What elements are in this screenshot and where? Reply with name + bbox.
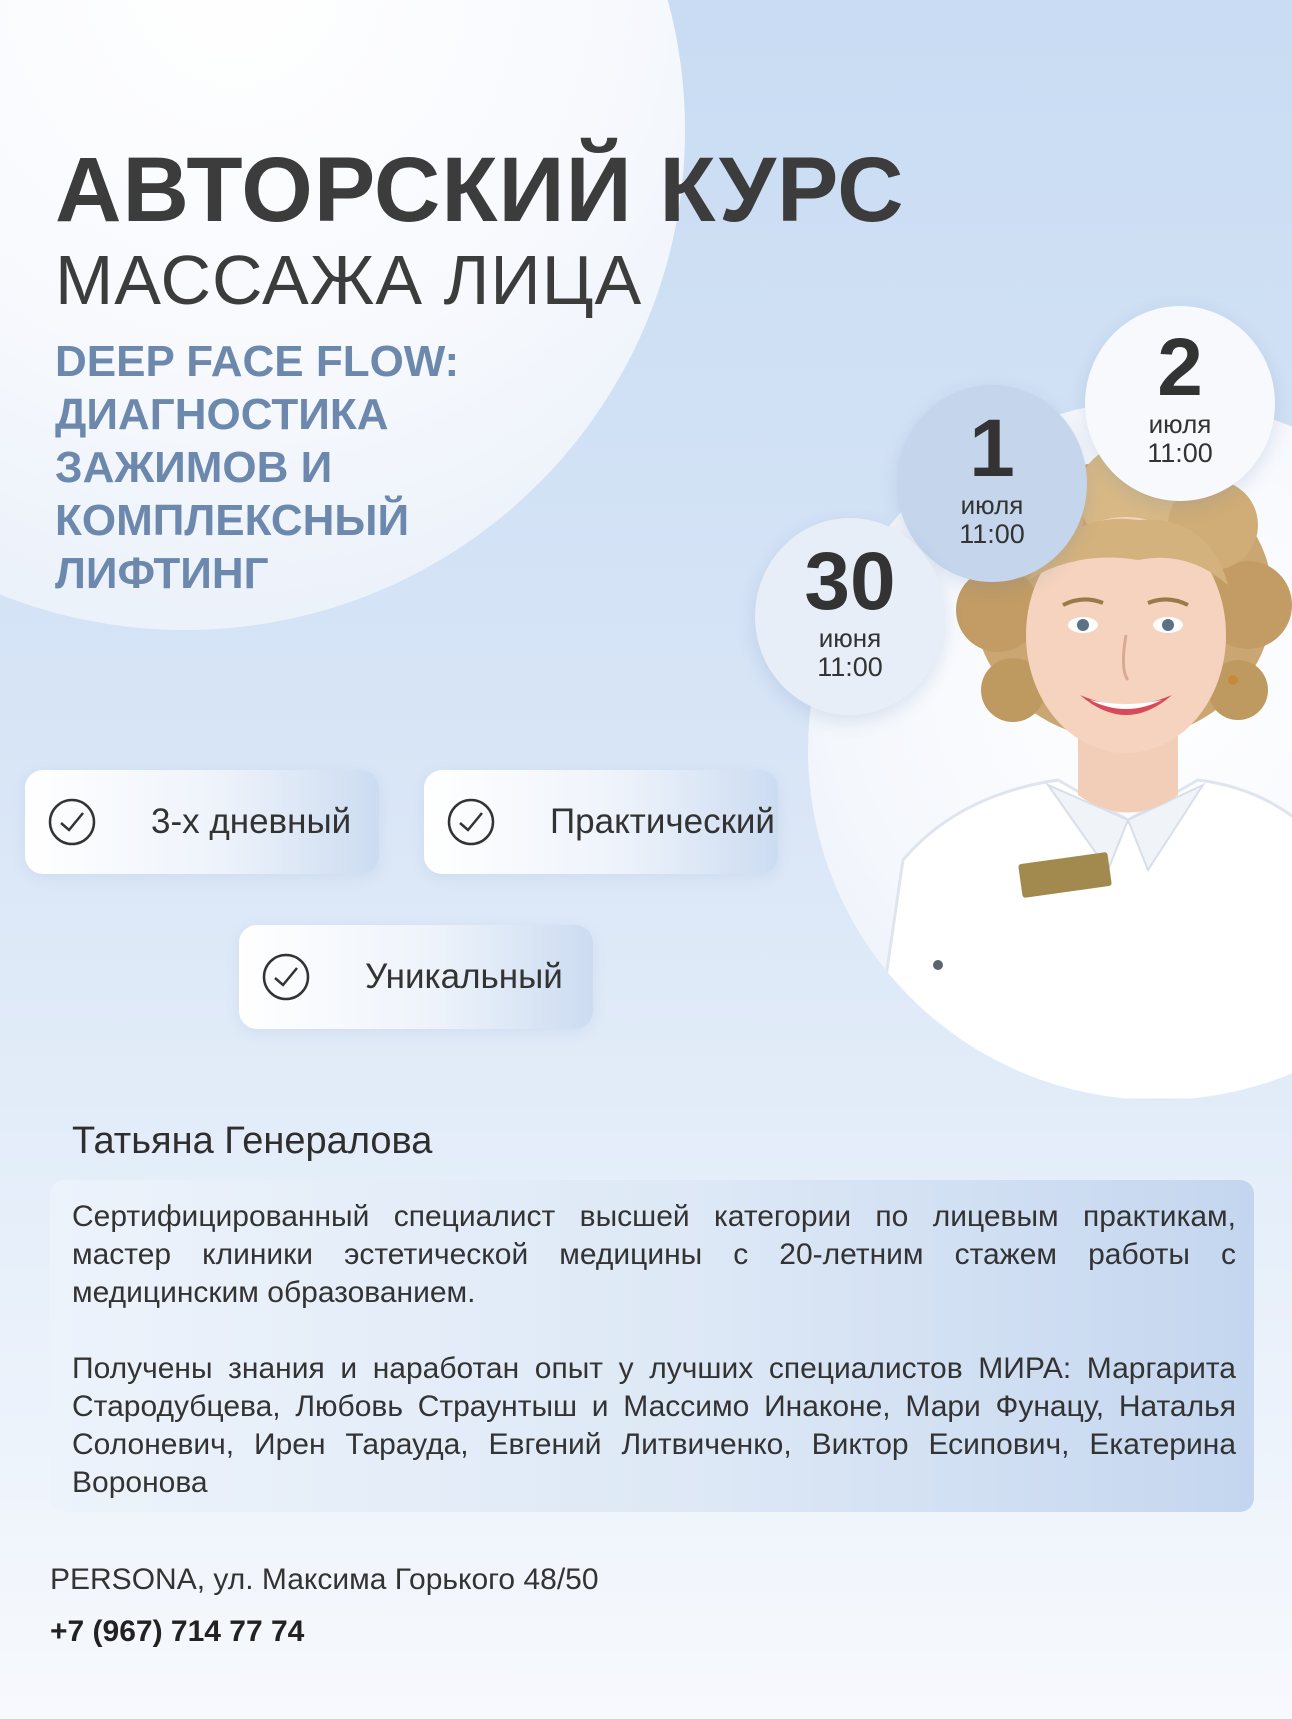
date-month: июля xyxy=(960,490,1024,520)
date-time: 11:00 xyxy=(959,519,1025,549)
venue-address: PERSONA, ул. Максима Горького 48/50 xyxy=(50,1563,599,1596)
check-circle-icon xyxy=(446,797,496,847)
date-day: 1 xyxy=(969,403,1015,494)
course-subtitle-line: МАССАЖА ЛИЦА xyxy=(55,241,643,319)
feature-label: Практический xyxy=(550,802,775,841)
feature-badge-practical xyxy=(424,770,778,874)
date-month: июня xyxy=(818,623,882,653)
check-circle-icon xyxy=(47,797,97,847)
course-program-name: DEEP FACE FLOW: ДИАГНОСТИКА ЗАЖИМОВ И КОМПЛЕКСНЫЙ ЛИФТИНГ xyxy=(55,337,460,598)
instructor-bio xyxy=(50,1180,1254,1512)
instructor-name: Татьяна Генералова xyxy=(72,1120,433,1162)
date-day: 2 xyxy=(1157,322,1203,413)
date-time: 11:00 xyxy=(1147,438,1213,468)
feature-label: Уникальный xyxy=(365,957,563,996)
check-circle-icon xyxy=(261,952,311,1002)
feature-badge-duration xyxy=(25,770,379,874)
bio-paragraph: Сертифицированный специалист высшей категории по лицевым практикам, мастер клиники эстетической медицины с 20-летним стажем работы с медицинским образованием. xyxy=(72,1200,1236,1309)
contact-phone[interactable]: +7 (967) 714 77 74 xyxy=(50,1615,305,1648)
feature-badge-unique xyxy=(239,925,593,1029)
date-time: 11:00 xyxy=(817,652,883,682)
date-day: 30 xyxy=(804,536,896,627)
date-badge-july-2 xyxy=(1085,306,1275,501)
date-badge-june-30 xyxy=(755,518,945,715)
date-month: июля xyxy=(1148,409,1212,439)
feature-label: 3-х дневный xyxy=(151,802,352,841)
bio-paragraph: Получены знания и наработан опыт у лучших специалистов МИРА: Маргарита Стародубцева, Любовь Страунтыш и Массимо Инаконе, Мари Фунацу, Наталья Солоневич, Ирен Тарауда, Евгений Литвиченко, Виктор Есипович, Екатерина Воронова xyxy=(72,1352,1236,1499)
course-title: АВТОРСКИЙ КУРС xyxy=(55,139,905,241)
